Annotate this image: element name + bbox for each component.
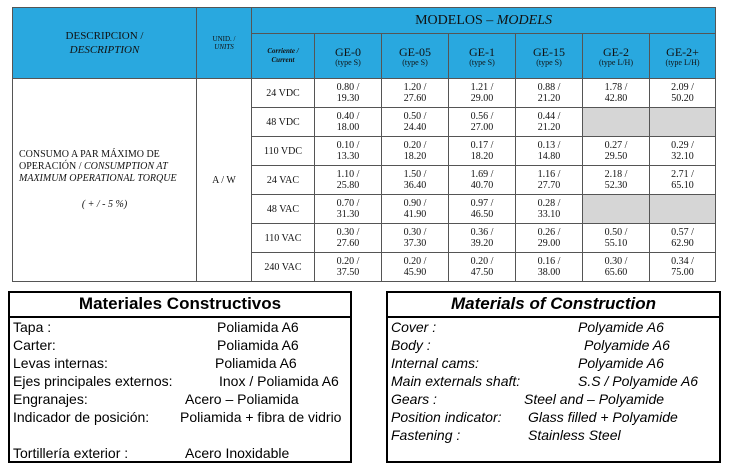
value-cell: 0.57 / 62.90: [650, 224, 716, 253]
value-cell: 0.27 / 29.50: [583, 137, 650, 166]
current-cell: 48 VAC: [252, 195, 315, 224]
material-label: Carter:: [13, 337, 56, 353]
model-type: (type S): [402, 57, 428, 67]
material-value: Acero – Poliamida: [185, 391, 299, 407]
material-label: Levas internas:: [13, 355, 108, 371]
value-cell: 0.30 / 37.30: [382, 224, 449, 253]
current-cell: 24 VAC: [252, 166, 315, 195]
value-cell: 0.20 / 37.50: [315, 253, 382, 282]
model-name: GE-0: [335, 44, 361, 59]
value-cell: 0.44 / 21.20: [516, 108, 583, 137]
value-cell: 0.20 / 47.50: [449, 253, 516, 282]
model-name: GE-05: [399, 44, 431, 59]
value-cell: 0.30 / 27.60: [315, 224, 382, 253]
empty-cell: [650, 108, 716, 137]
model-type: (type L/H): [665, 57, 700, 67]
table-row: [13, 79, 716, 108]
model-type: (type S): [469, 57, 495, 67]
model-name: GE-15: [533, 44, 565, 59]
value-cell: 2.18 / 52.30: [583, 166, 650, 195]
material-row: [388, 408, 719, 426]
value-cell: 1.10 / 25.80: [315, 166, 382, 195]
material-label: Ejes principales externos:: [13, 373, 173, 389]
model-header: [315, 34, 382, 79]
material-row: [388, 336, 719, 354]
description-header: DESCRIPCION / DESCRIPTION: [13, 8, 197, 79]
tolerance-label: ( + / - 5 %): [81, 199, 128, 210]
material-row: [10, 336, 350, 354]
empty-cell: [650, 195, 716, 224]
material-row: [10, 372, 350, 390]
material-value: Polyamide A6: [584, 337, 670, 353]
value-cell: 1.78 / 42.80: [583, 79, 650, 108]
material-label: Cover :: [391, 319, 437, 335]
material-label: Position indicator:: [391, 409, 502, 425]
material-row: [10, 408, 350, 444]
model-header: [583, 34, 650, 79]
material-label: Gears :: [391, 391, 437, 407]
value-cell: 0.29 / 32.10: [650, 137, 716, 166]
value-cell: 0.88 / 21.20: [516, 79, 583, 108]
current-header: Corriente / Current: [252, 34, 315, 79]
units-header: UNID. / UNITS: [197, 8, 252, 79]
model-header: [516, 34, 583, 79]
model-type: (type S): [536, 57, 562, 67]
material-row: [388, 318, 719, 336]
current-cell: 24 VDC: [252, 79, 315, 108]
value-cell: 1.20 / 27.60: [382, 79, 449, 108]
model-name: GE-1: [469, 44, 495, 59]
material-label: Internal cams:: [391, 355, 479, 371]
empty-cell: [583, 108, 650, 137]
material-label: Tortillería exterior :: [13, 445, 129, 461]
parameter-description: CONSUMO A PAR MÁXIMO DE OPERACIÓN / CONSUMPTION AT MAXIMUM OPERATIONAL TORQUE ( + / - 5 %): [13, 79, 197, 282]
current-cell: 110 VAC: [252, 224, 315, 253]
model-header: [449, 34, 516, 79]
material-value: Poliamida + fibra de vidrio: [180, 409, 342, 425]
value-cell: 0.80 / 19.30: [315, 79, 382, 108]
material-row: [10, 390, 350, 408]
value-cell: 0.34 / 75.00: [650, 253, 716, 282]
parameter-unit: A / W: [197, 79, 252, 282]
material-label: Tapa :: [13, 319, 52, 335]
models-header: MODELOS – MODELS: [252, 8, 716, 34]
value-cell: 0.30 / 65.60: [583, 253, 650, 282]
material-row: [388, 390, 719, 408]
material-value: Stainless Steel: [528, 427, 621, 443]
value-cell: 0.56 / 27.00: [449, 108, 516, 137]
value-cell: 1.50 / 36.40: [382, 166, 449, 195]
value-cell: 0.10 / 13.30: [315, 137, 382, 166]
value-cell: 0.13 / 14.80: [516, 137, 583, 166]
material-value: Poliamida A6: [215, 355, 297, 371]
model-header: [650, 34, 716, 79]
material-value: Poliamida A6: [217, 319, 299, 335]
material-row: [388, 372, 719, 390]
materials-of-construction-box: [386, 291, 721, 463]
value-cell: 1.16 / 27.70: [516, 166, 583, 195]
model-header: [382, 34, 449, 79]
material-label: Main externals shaft:: [391, 373, 521, 389]
model-type: (type S): [335, 57, 361, 67]
value-cell: 0.17 / 18.20: [449, 137, 516, 166]
value-cell: 0.26 / 29.00: [516, 224, 583, 253]
value-cell: 0.20 / 18.20: [382, 137, 449, 166]
model-type: (type L/H): [599, 57, 633, 67]
material-value: Inox / Poliamida A6: [219, 373, 339, 389]
material-value: Steel and – Polyamide: [524, 391, 665, 407]
current-cell: 240 VAC: [252, 253, 315, 282]
value-cell: 2.09 / 50.20: [650, 79, 716, 108]
value-cell: 0.40 / 18.00: [315, 108, 382, 137]
model-name: GE-2+: [666, 44, 699, 59]
material-row: [388, 354, 719, 372]
material-label: Indicador de posición:: [13, 409, 150, 425]
model-name: GE-2: [603, 44, 629, 59]
material-label: Body :: [391, 337, 431, 353]
material-value: Polyamide A6: [578, 319, 664, 335]
consumption-spec-table: [12, 7, 716, 282]
material-row: [10, 354, 350, 372]
material-value: Glass filled + Polyamide: [528, 409, 678, 425]
materiales-constructivos-box: [8, 291, 352, 463]
empty-cell: [583, 195, 650, 224]
value-cell: 0.50 / 55.10: [583, 224, 650, 253]
materials-title: Materials of Construction: [388, 293, 719, 318]
current-cell: 110 VDC: [252, 137, 315, 166]
value-cell: 2.71 / 65.10: [650, 166, 716, 195]
value-cell: 0.28 / 33.10: [516, 195, 583, 224]
material-row: [10, 318, 350, 336]
material-row: [10, 444, 350, 462]
current-cell: 48 VDC: [252, 108, 315, 137]
material-label: Fastening :: [391, 427, 461, 443]
value-cell: 0.70 / 31.30: [315, 195, 382, 224]
material-value: Acero Inoxidable: [185, 445, 290, 461]
material-value: S.S / Polyamide A6: [578, 373, 699, 389]
value-cell: 0.97 / 46.50: [449, 195, 516, 224]
value-cell: 0.50 / 24.40: [382, 108, 449, 137]
value-cell: 0.36 / 39.20: [449, 224, 516, 253]
value-cell: 1.21 / 29.00: [449, 79, 516, 108]
material-label: Engranajes:: [13, 391, 88, 407]
value-cell: 0.16 / 38.00: [516, 253, 583, 282]
material-value: Poliamida A6: [217, 337, 299, 353]
materiales-title: Materiales Constructivos: [10, 293, 350, 318]
material-value: Polyamide A6: [578, 355, 664, 371]
value-cell: 1.69 / 40.70: [449, 166, 516, 195]
value-cell: 0.90 / 41.90: [382, 195, 449, 224]
value-cell: 0.20 / 45.90: [382, 253, 449, 282]
material-row: [388, 426, 719, 444]
